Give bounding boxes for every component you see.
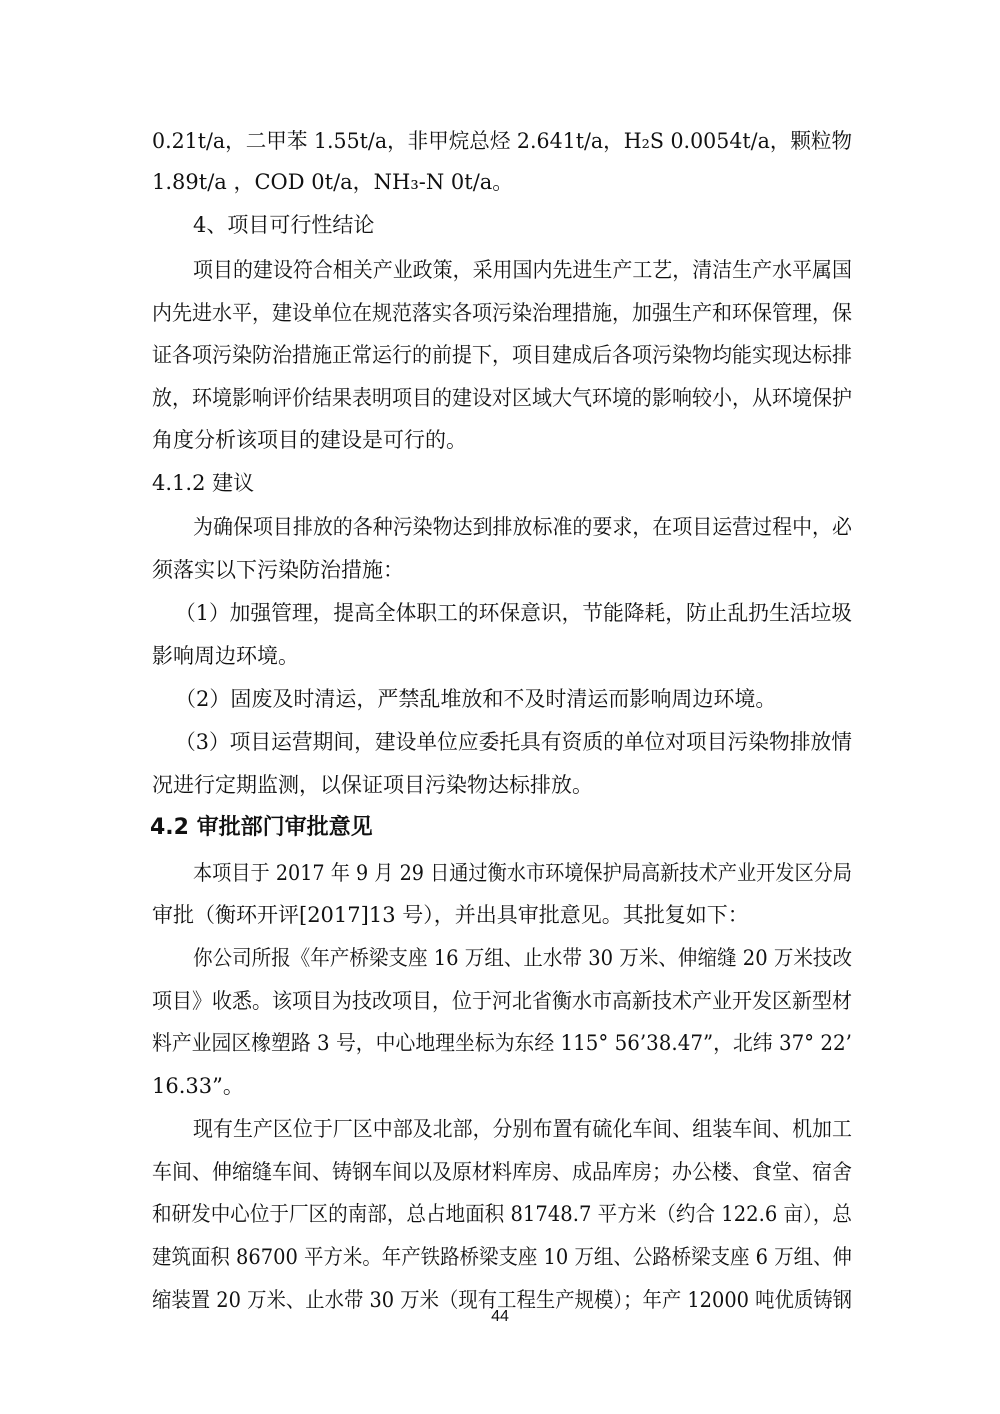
text-line: 须落实以下污染防治措施： bbox=[152, 558, 404, 582]
list-item: （1）加强管理，提高全体职工的环保意识，节能降耗，防止乱扔生活垃圾 bbox=[175, 601, 852, 625]
text-line: 和研发中心位于厂区的南部，总占地面积 81748.7 平方米（约合 122.6 亩），总 bbox=[152, 1202, 853, 1226]
page-number: 44 bbox=[491, 1308, 509, 1325]
section-title: 4.2 审批部门审批意见 bbox=[150, 815, 373, 840]
text-line: 角度分析该项目的建设是可行的。 bbox=[152, 428, 467, 452]
list-item: （3）项目运营期间，建设单位应委托具有资质的单位对项目污染物排放情 bbox=[175, 730, 852, 754]
text-line: 项目》收悉。该项目为技改项目，位于河北省衡水市高新技术产业开发区新型材 bbox=[152, 989, 853, 1013]
text-line: 影响周边环境。 bbox=[152, 644, 299, 668]
text-line: 16.33”。 bbox=[152, 1074, 244, 1098]
text-line: 况进行定期监测，以保证项目污染物达标排放。 bbox=[152, 773, 593, 797]
text-line: 车间、伸缩缝车间、铸钢车间以及原材料库房、成品库房；办公楼、食堂、宿舍 bbox=[152, 1160, 853, 1184]
section-heading: 4、项目可行性结论 bbox=[193, 213, 375, 237]
text-line: 放，环境影响评价结果表明项目的建设对区域大气环境的影响较小，从环境保护 bbox=[152, 386, 853, 410]
text-line: 你公司所报《年产桥梁支座 16 万组、止水带 30 万米、伸缩缝 20 万米技改 bbox=[193, 946, 852, 970]
text-line: 现有生产区位于厂区中部及北部，分别布置有硫化车间、组装车间、机加工 bbox=[193, 1117, 852, 1141]
subsection-heading: 4.1.2 建议 bbox=[152, 471, 255, 495]
text-line: 审批（衡环开评[2017]13 号），并出具审批意见。其批复如下： bbox=[152, 903, 749, 927]
list-item: （2）固废及时清运，严禁乱堆放和不及时清运而影响周边环境。 bbox=[175, 687, 777, 711]
text-line: 为确保项目排放的各种污染物达到排放标准的要求，在项目运营过程中，必 bbox=[193, 515, 852, 539]
text-line: 缩装置 20 万米、止水带 30 万米（现有工程生产规模）；年产 12000 吨优质铸钢 bbox=[152, 1288, 852, 1312]
text-line: 内先进水平，建设单位在规范落实各项污染治理措施，加强生产和环保管理，保 bbox=[152, 301, 853, 325]
text-line: 证各项污染防治措施正常运行的前提下，项目建成后各项污染物均能实现达标排 bbox=[152, 343, 853, 367]
text-line: 0.21t/a，二甲苯 1.55t/a，非甲烷总烃 2.641t/a，H₂S 0.0054t/a，颗粒物 bbox=[152, 129, 853, 153]
text-line: 料产业园区橡塑路 3 号，中心地理坐标为东经 115° 56’38.47”，北纬 37° 22’ bbox=[152, 1031, 852, 1055]
text-line: 本项目于 2017 年 9 月 29 日通过衡水市环境保护局高新技术产业开发区分局 bbox=[193, 861, 853, 885]
text-line: 1.89t/a ，COD 0t/a，NH₃-N 0t/a。 bbox=[152, 170, 514, 194]
text-line: 项目的建设符合相关产业政策，采用国内先进生产工艺，清洁生产水平属国 bbox=[193, 258, 852, 282]
text-line: 建筑面积 86700 平方米。年产铁路桥梁支座 10 万组、公路桥梁支座 6 万组、伸 bbox=[152, 1245, 852, 1269]
